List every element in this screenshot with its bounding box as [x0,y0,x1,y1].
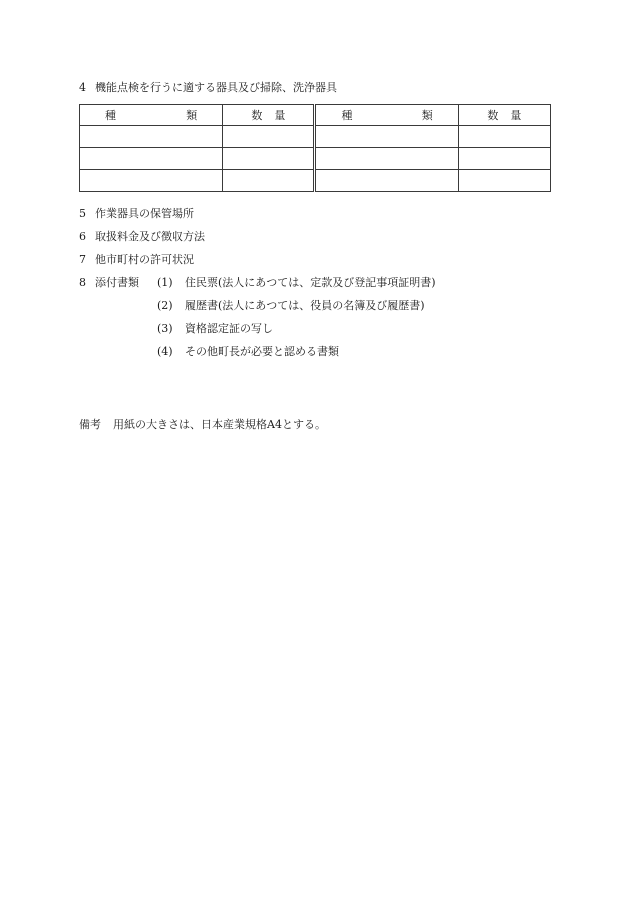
attachment-item-1-text: 住民票(法人にあつては、定款及び登記事項証明書) [185,276,436,289]
header-qty-1 [223,105,315,126]
attachment-item-4 [157,345,339,359]
header-type-2-left: 種 [341,109,353,122]
table-cell [315,170,458,192]
section-5-heading [79,207,194,221]
attachment-item-2-text: 履歴書(法人にあつては、役員の名簿及び履歴書) [185,299,425,312]
attachment-item-3-text: 資格認定証の写し [185,322,273,335]
section-5-title: 作業器具の保管場所 [95,207,194,220]
section-6-heading [79,230,205,244]
section-8-title: 添付書類 [95,276,139,289]
section-7-title: 他市町村の許可状況 [95,253,194,266]
attachment-item-1-number: (1) [157,276,173,289]
attachment-item-2 [157,299,425,313]
header-qty-2-right: 量 [510,109,522,122]
section-8-heading [79,276,139,290]
section-6-number: 6 [79,230,86,243]
table-cell [315,148,458,170]
attachment-item-1 [157,276,436,290]
equipment-table [79,104,551,192]
equipment-table-header-row [80,105,551,126]
remark-label: 備考 [79,418,101,431]
attachment-item-4-number: (4) [157,345,173,358]
section-6-title: 取扱料金及び徴収方法 [95,230,205,243]
header-qty-1-right: 量 [274,109,286,122]
table-row [80,148,551,170]
section-7-heading [79,253,194,267]
remark-text: 用紙の大きさは、日本産業規格A4とする。 [113,418,326,431]
header-qty-2-left: 数 [487,109,499,122]
table-cell [223,148,315,170]
table-cell [223,170,315,192]
header-qty-2 [458,105,550,126]
header-type-1 [80,105,223,126]
header-type-2-right: 類 [421,109,433,122]
table-cell [223,126,315,148]
section-8-number: 8 [79,276,86,289]
attachment-item-4-text: その他町長が必要と認める書類 [185,345,339,358]
table-cell [80,148,223,170]
attachment-item-3 [157,322,273,336]
header-type-1-left: 種 [105,109,116,122]
section-4-number: 4 [79,81,86,94]
attachment-item-3-number: (3) [157,322,173,335]
table-cell [315,126,458,148]
section-5-number: 5 [79,207,86,220]
table-row [80,126,551,148]
table-row [80,170,551,192]
section-4-heading [79,81,337,95]
header-qty-1-left: 数 [251,109,263,122]
attachment-item-2-number: (2) [157,299,173,312]
section-4-title: 機能点検を行うに適する器具及び掃除、洗浄器具 [95,81,337,94]
section-7-number: 7 [79,253,86,266]
table-cell [80,126,223,148]
header-type-1-right: 類 [186,109,198,122]
header-type-2 [315,105,458,126]
table-cell [458,170,550,192]
table-cell [458,148,550,170]
remark [79,418,326,432]
table-cell [458,126,550,148]
table-cell [80,170,223,192]
